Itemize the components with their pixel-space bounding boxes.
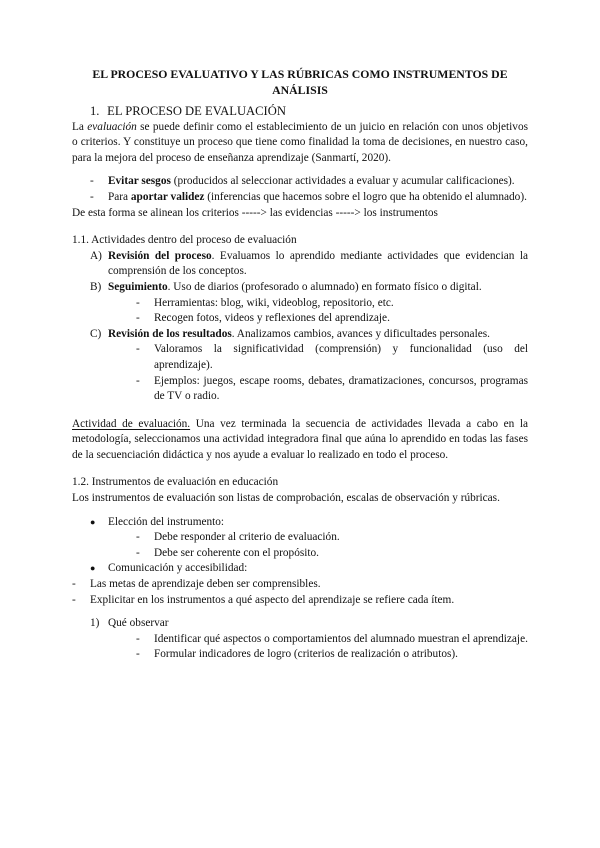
dash-marker: - [136, 343, 140, 356]
item-text: Explicitar en los instrumentos a qué aspecto del aprendizaje se refiere cada ítem. [90, 593, 455, 606]
letter-marker: B) [90, 280, 102, 293]
item-text: Ejemplos: juegos, escape rooms, debates, dramatizaciones, concursos, programas de TV o radio. [154, 374, 528, 403]
list-item [72, 561, 528, 577]
list-item [72, 296, 528, 312]
list-item [72, 249, 528, 280]
dash-marker: - [136, 531, 140, 544]
item-bold: Seguimiento [108, 280, 168, 293]
list-item [72, 616, 528, 632]
list-item [72, 190, 528, 206]
access-bullet [72, 561, 528, 577]
item-text: Debe ser coherente con el propósito. [154, 546, 319, 559]
item-text: Recogen fotos, videos y reflexiones del aprendizaje. [154, 312, 390, 325]
list-item [72, 515, 528, 531]
tracking-sublist [72, 296, 528, 327]
evaluation-definition [72, 120, 528, 167]
item-text-pre: Para [108, 190, 131, 203]
access-list [72, 577, 528, 608]
item-text: Debe responder al criterio de evaluación. [154, 531, 340, 544]
item-text: . Uso de diarios (profesorado o alumnado) en formato físico o digital. [167, 280, 482, 293]
letter-marker: A) [90, 249, 102, 262]
list-item [72, 530, 528, 546]
list-item [72, 632, 528, 648]
activities-list-c [72, 327, 528, 343]
item-text: Qué observar [108, 617, 169, 630]
definition-text-b: se puede definir como el establecimiento de un juicio en relación con unos objetivos o criterios. Y constituye un proceso que tiene como finalidad la toma de decisiones, en nuestro caso, para la mejora del proceso de enseñanza aprendizaje (Sanmartí, 2020). [72, 120, 528, 164]
evaluation-activity-paragraph [72, 417, 528, 464]
definition-text-a: La [72, 120, 88, 133]
list-item [72, 311, 528, 327]
activity-label: Actividad de evaluación. [72, 417, 191, 430]
section-1-heading [90, 104, 528, 120]
activity-text: Una vez terminada la secuencia de actividades llevada a cabo en la metodología, seleccionamos una actividad integradora final que aúna lo aprendido en todas las fases de la secuenciación didáctica y nos ayude a evaluar lo realizado en todo el proceso. [72, 417, 528, 461]
definition-term: evaluación [87, 120, 137, 133]
dash-marker: - [90, 190, 94, 203]
dash-marker: - [136, 546, 140, 559]
item-text: Elección del instrumento: [108, 515, 225, 528]
item-text: Identificar qué aspectos o comportamientos del alumnado muestran el aprendizaje. [154, 632, 528, 645]
dash-marker: - [136, 648, 140, 661]
letter-marker: C) [90, 327, 102, 340]
section-1-2-heading: 1.2. Instrumentos de evaluación en educación [72, 476, 279, 489]
item-bold: Evitar sesgos [108, 175, 171, 188]
choice-sublist [72, 530, 528, 561]
list-item [72, 577, 528, 593]
dash-marker: - [136, 632, 140, 645]
purpose-list [72, 174, 528, 205]
document-title: EL PROCESO EVALUATIVO Y LAS RÚBRICAS COMO INSTRUMENTOS DE ANÁLISIS [92, 67, 508, 97]
observe-sublist [72, 632, 528, 663]
bullet-marker: ● [90, 563, 96, 574]
item-text: . Analizamos cambios, avances y dificultades personales. [231, 327, 490, 340]
instruments-intro: Los instrumentos de evaluación son listas de comprobación, escalas de observación y rúbricas. [72, 492, 500, 505]
dash-marker: - [136, 296, 140, 309]
list-item [72, 647, 528, 663]
item-text: (producidos al seleccionar actividades a evaluar y acumular calificaciones). [170, 175, 515, 188]
item-bold: Revisión de los resultados [108, 327, 232, 340]
results-sublist [72, 342, 528, 404]
item-text: Valoramos la significatividad (comprensión) y funcionalidad (uso del aprendizaje). [154, 343, 528, 371]
dash-marker: - [72, 578, 76, 591]
item-bold: Revisión del proceso [108, 249, 212, 262]
dash-marker: - [136, 312, 140, 325]
number-marker: 1) [90, 617, 100, 630]
dash-marker: - [72, 593, 76, 606]
item-text: Herramientas: blog, wiki, videoblog, repositorio, etc. [154, 296, 394, 309]
dash-marker: - [90, 175, 94, 188]
list-item [72, 327, 528, 343]
list-item [72, 374, 528, 405]
dash-marker: - [136, 374, 140, 387]
list-item [72, 546, 528, 562]
instrument-bullets [72, 515, 528, 531]
activities-list [72, 249, 528, 296]
item-text: . Evaluamos lo aprendido mediante actividades que evidencian la comprensión de los conceptos. [108, 249, 528, 278]
section-1-1-heading: 1.1. Actividades dentro del proceso de evaluación [72, 234, 297, 247]
item-bold: aportar validez [130, 190, 205, 203]
list-item [72, 174, 528, 190]
section-1-title: EL PROCESO DE EVALUACIÓN [107, 104, 286, 118]
bullet-marker: ● [90, 516, 96, 527]
alignment-line: De esta forma se alinean los criterios -----> las evidencias -----> los instrumentos [72, 206, 438, 219]
item-text: Las metas de aprendizaje deben ser comprensibles. [90, 578, 321, 591]
observe-list [72, 616, 528, 632]
item-text: Formular indicadores de logro (criterios de realización o atributos). [154, 648, 458, 661]
document-page [72, 66, 528, 663]
item-text: Comunicación y accesibilidad: [108, 562, 248, 575]
item-text: (inferencias que hacemos sobre el logro que ha obtenido el alumnado). [204, 190, 527, 203]
list-item [72, 342, 528, 373]
list-item [72, 280, 528, 296]
section-1-number: 1. [90, 104, 100, 118]
list-item [72, 593, 528, 609]
